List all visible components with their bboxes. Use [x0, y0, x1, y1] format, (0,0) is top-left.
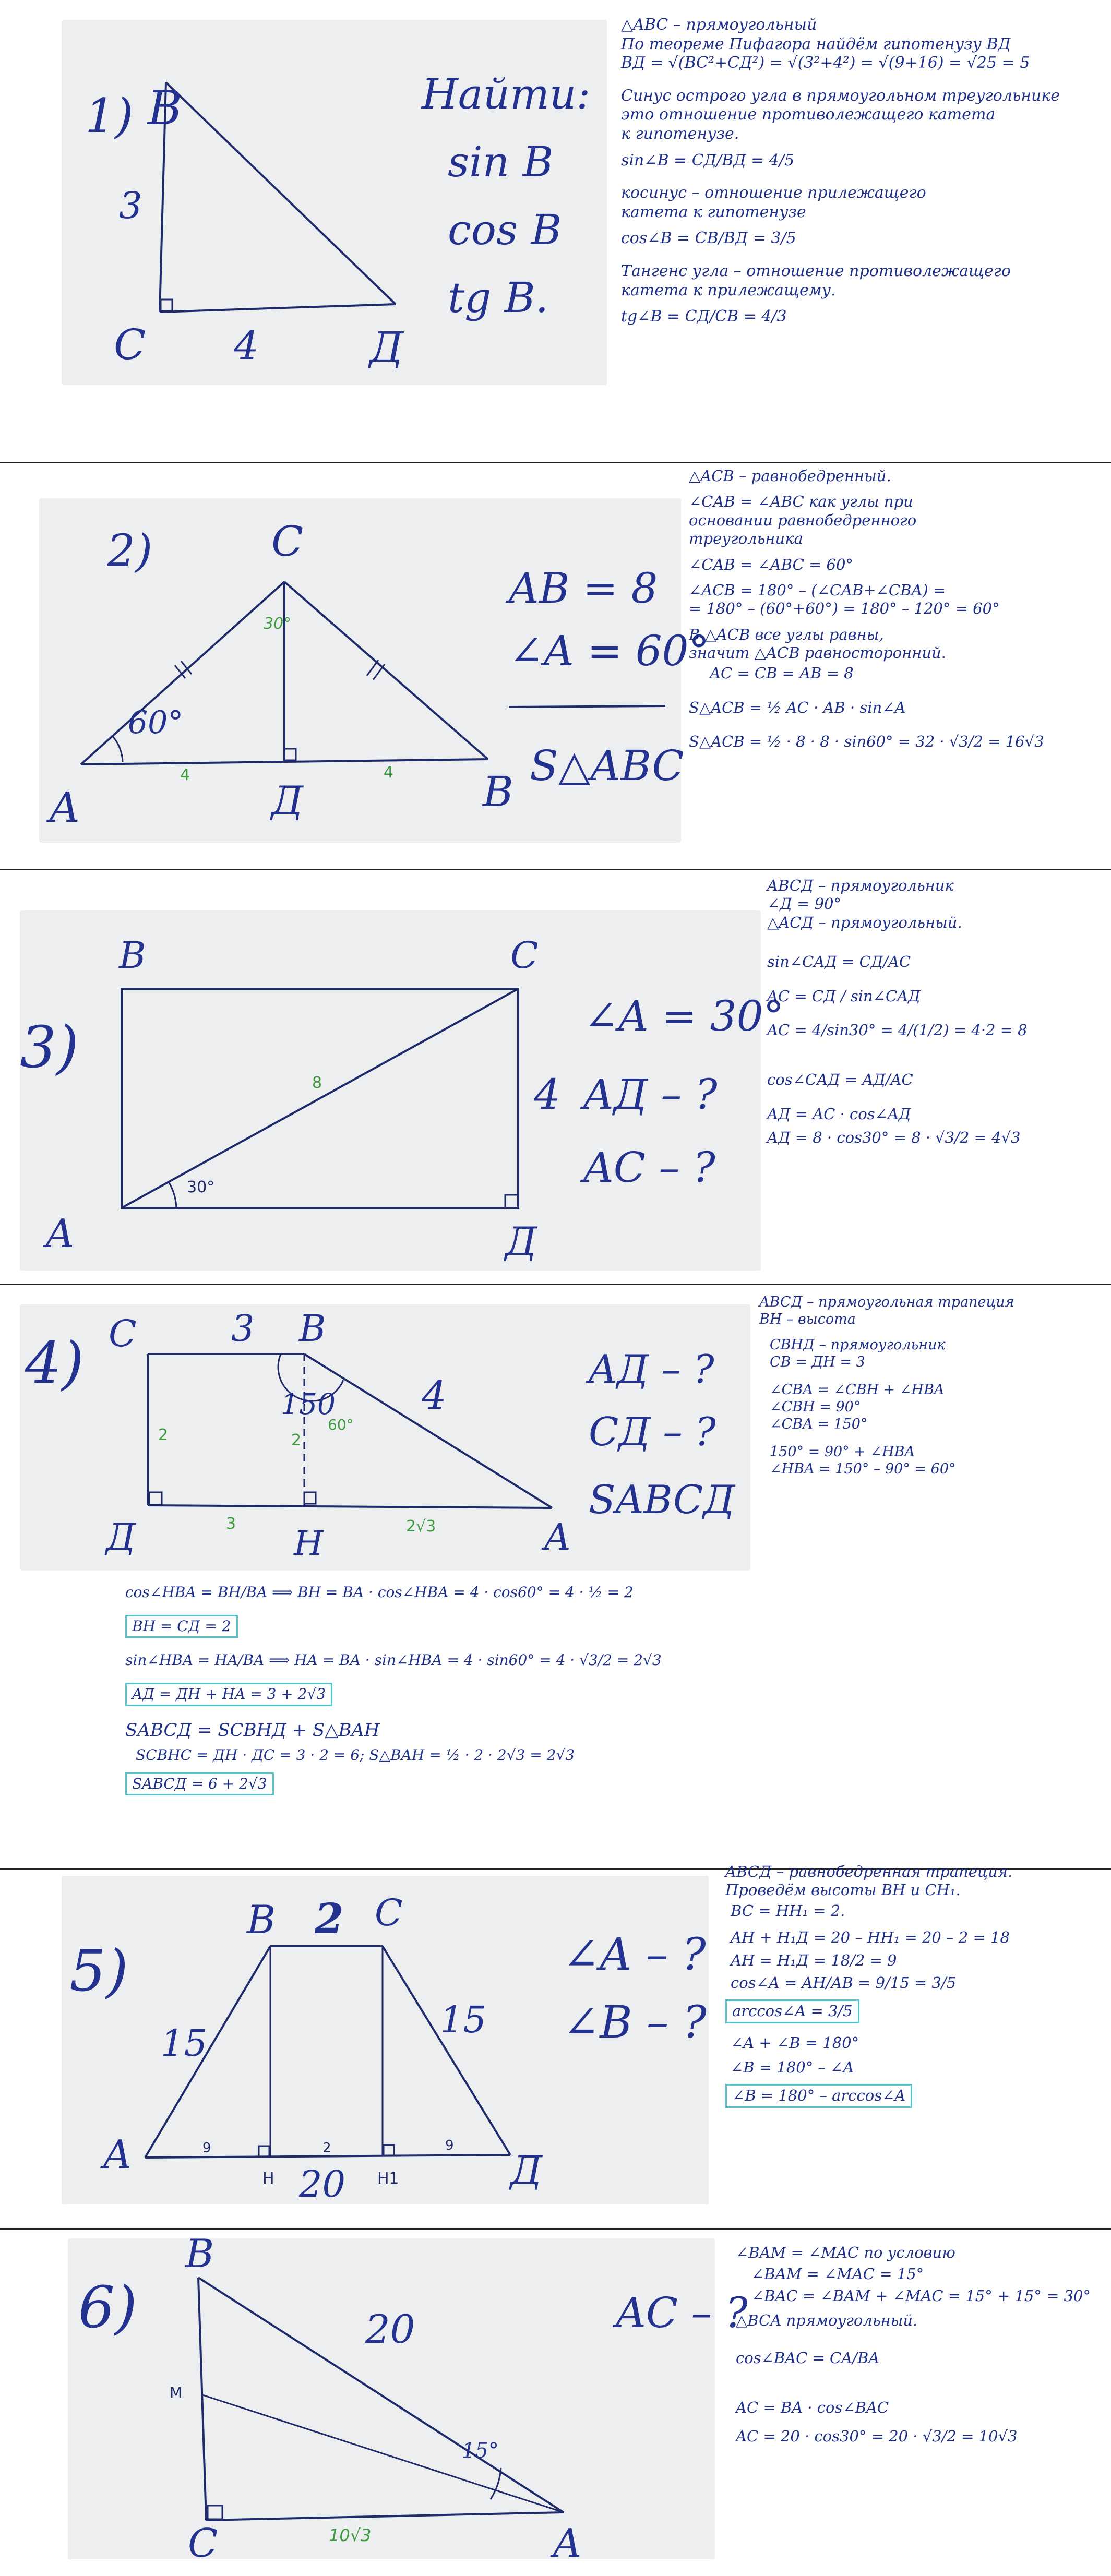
side-label-bc: 2 [315, 1894, 344, 1943]
given-angle: ∠A = 30° [583, 992, 784, 1040]
side-label-cb: 3 [231, 1307, 255, 1350]
note-line: CBHД – прямоугольник [770, 1336, 946, 1353]
foot-label-h1: H1 [377, 2170, 399, 2188]
note-line: SCBHC = ДH · ДC = 3 · 2 = 6; S△BAH = ½ · 2 · 2√3 = 2√3 [136, 1746, 575, 1764]
vertex-label-b: B [185, 2231, 214, 2277]
section-divider [0, 2228, 1111, 2230]
angle-label-150: 150 [281, 1387, 336, 1421]
note-line: BД = √(BC²+CД²) = √(3²+4²) = √(9+16) = √25 = 5 [621, 54, 1030, 73]
vertex-label-d: Д [369, 323, 404, 372]
note-line: AC = 20 · cos30° = 20 · √3/2 = 10√3 [736, 2427, 1018, 2446]
angle-label-60: 60° [328, 1416, 354, 1433]
note-line: cos∠B = CB/BД = 3/5 [621, 229, 796, 248]
note-line: катета к гипотенузе [621, 202, 806, 221]
vertex-label-h: H [294, 1524, 324, 1563]
side-label-ab: 15 [161, 2022, 208, 2065]
task-label: Найти: [422, 70, 591, 118]
segment-label-ad: 4 [180, 766, 190, 784]
solution-notes-6 [736, 2244, 1091, 2446]
note-line: ∠CBA = ∠CBH + ∠HBA [770, 1381, 945, 1398]
note-line: AД = AC · cos∠AД [767, 1105, 911, 1123]
vertex-label-c: C [109, 1312, 137, 1355]
vertex-label-d: Д [510, 2147, 542, 2193]
vertex-label-a: A [50, 783, 80, 832]
problem-number: 2) [107, 525, 153, 577]
note-line: S△ACB = ½ AC · AB · sin∠A [689, 698, 906, 716]
side-label-cd: 4 [234, 322, 259, 368]
note-line: ∠BAC = ∠BAM + ∠MAC = 15° + 15° = 30° [751, 2286, 1091, 2305]
note-line: ∠CBH = 90° [770, 1398, 861, 1415]
note-line: ∠ACB = 180° – (∠CAB+∠CBA) = [689, 581, 946, 599]
note-line: BC = HH₁ = 2. [731, 1901, 845, 1920]
side-label-ba: 20 [365, 2306, 415, 2352]
note-line: ABCД – прямоугольная трапеция [759, 1294, 1014, 1310]
vertex-label-d: Д [505, 1218, 537, 1264]
boxed-result-ad: AД = ДH + HA = 3 + 2√3 [125, 1683, 332, 1706]
note-line: sin∠HBA = HA/BA ⟹ HA = BA · sin∠HBA = 4 · sin60° = 4 · √3/2 = 2√3 [125, 1651, 662, 1669]
angle-label: 15° [462, 2439, 499, 2463]
note-line: ∠Д = 90° [767, 895, 842, 913]
segment-label-hh1: 2 [322, 2140, 331, 2156]
vertex-label-b: B [483, 768, 513, 816]
note-line: BH – высота [759, 1311, 856, 1327]
vertex-label-c: C [510, 934, 539, 977]
task-sin: sin B [448, 138, 554, 186]
segment-label-ha: 2√3 [406, 1517, 436, 1536]
task-area: SABCД [589, 1477, 735, 1523]
photo-problem-1 [62, 20, 607, 385]
height-label-bh: 2 [291, 1431, 302, 1449]
problem-number: 1) [85, 89, 134, 143]
segment-label-ah: 9 [202, 2140, 211, 2156]
note-line: косинус – отношение прилежащего [621, 184, 926, 202]
note-line: В △ACB все углы равны, [689, 625, 884, 643]
boxed-result-angle-b: ∠B = 180° – arccos∠A [725, 2084, 912, 2107]
solution-notes-2 [689, 467, 1044, 751]
note-line: ∠B = 180° – ∠A [731, 2058, 854, 2076]
side-label-bc: 3 [119, 184, 142, 227]
note-line: Тангенс угла – отношение противолежащего [621, 261, 1011, 280]
task-cos: cos B [448, 206, 562, 254]
note-line: Проведём высоты BH и CH₁. [725, 1881, 961, 1899]
vertex-label-b: B [299, 1307, 326, 1350]
problem-number: 4) [25, 1329, 84, 1396]
foot-label-h: H [262, 2170, 274, 2188]
vertex-label-b: B [247, 1897, 276, 1943]
vertex-label-b: B [119, 934, 146, 977]
vertex-label-b: B [148, 81, 183, 136]
note-line: ABCД – равнобедренная трапеция. [725, 1863, 1013, 1880]
problem-number: 5) [69, 1937, 128, 2004]
note-line: tg∠B = CД/CB = 4/3 [621, 307, 787, 326]
angle-label-c: 30° [264, 615, 292, 633]
section-divider [0, 462, 1111, 463]
side-label-ba: 4 [422, 1372, 447, 1418]
angle-label: 30° [187, 1178, 215, 1196]
boxed-result-arccos: arccos∠A = 3/5 [725, 1999, 859, 2023]
side-label-cd: 4 [534, 1070, 560, 1119]
note-line: основании равнобедренного [689, 511, 917, 529]
task-ac: AC – ? [616, 2289, 748, 2337]
given-ab: AB = 8 [509, 564, 658, 613]
note-line: AH = H₁Д = 18/2 = 9 [731, 1951, 897, 1969]
task-ad: AД – ? [583, 1070, 718, 1119]
note-line: катета к прилежащему. [621, 281, 836, 299]
note-line: AC = CД / sin∠CAД [767, 987, 921, 1005]
note-line: AC = CB = AB = 8 [710, 664, 854, 682]
segment-label-dh: 3 [226, 1515, 236, 1533]
vertex-label-a: A [103, 2131, 132, 2177]
note-line: ∠A + ∠B = 180° [731, 2033, 859, 2052]
note-line: треугольника [689, 530, 803, 548]
note-line: = 180° – (60°+60°) = 180° – 120° = 60° [689, 600, 1000, 618]
task-cd: CД – ? [589, 1409, 716, 1455]
vertex-label-d: Д [271, 777, 303, 823]
task-angle-b: ∠B – ? [563, 1997, 707, 2048]
vertex-label-a: A [46, 1211, 75, 1256]
vertex-label-c: C [375, 1891, 403, 1934]
solution-notes-4 [759, 1294, 1014, 1478]
note-line: △ABC – прямоугольный [621, 16, 817, 34]
note-line: cos∠CAД = AД/AC [767, 1071, 913, 1089]
note-line: ∠CBA = 150° [770, 1416, 868, 1432]
note-line: sin∠CAД = CД/AC [767, 953, 911, 971]
note-line: S△ACB = ½ · 8 · 8 · sin60° = 32 · √3/2 = 16√3 [689, 733, 1044, 751]
section-divider [0, 869, 1111, 870]
boxed-result-bh: BH = CД = 2 [125, 1615, 238, 1638]
solution-notes-3 [767, 877, 1028, 1147]
problem-number: 6) [78, 2274, 137, 2341]
segment-label-db: 4 [384, 763, 394, 782]
vertex-label-a: A [544, 1516, 571, 1559]
note-line: SABCД = SCBHД + S△BAH [125, 1719, 380, 1741]
note-line: Синус острого угла в прямоугольном треугольнике [621, 86, 1060, 105]
given-angle-a: ∠A = 60° [509, 627, 710, 675]
photo-problem-4 [20, 1304, 750, 1571]
note-line: △BCA прямоугольный. [736, 2311, 918, 2330]
solution-bottom-4 [125, 1584, 662, 1795]
note-line: AД = 8 · cos30° = 8 · √3/2 = 4√3 [767, 1129, 1021, 1146]
segment-label-h1d: 9 [445, 2138, 454, 2153]
note-line: AH + H₁Д = 20 – HH₁ = 20 – 2 = 18 [731, 1928, 1010, 1947]
note-line: AC = BA · cos∠BAC [736, 2398, 889, 2416]
note-line: cos∠BAC = CA/BA [736, 2349, 880, 2367]
note-line: ∠CAB = ∠ABC как углы при [689, 493, 913, 511]
vertex-label-c: C [188, 2520, 218, 2566]
note-line: ABCД – прямоугольник [767, 877, 954, 894]
note-line: AC = 4/sin30° = 4/(1/2) = 4·2 = 8 [767, 1021, 1028, 1039]
task-area: S△ABC [530, 741, 684, 790]
problem-number: 3) [20, 1014, 79, 1081]
task-ac: AC – ? [583, 1143, 715, 1192]
task-tg: tg B. [448, 273, 549, 322]
note-line: к гипотенузе. [621, 124, 739, 143]
note-line: sin∠B = CД/BД = 4/5 [621, 151, 795, 170]
note-line: ∠HBA = 150° – 90° = 60° [770, 1460, 956, 1477]
task-angle-a: ∠A – ? [563, 1929, 706, 1981]
note-line: cos∠A = AH/AB = 9/15 = 3/5 [731, 1973, 957, 1992]
note-line: △ACB – равнобедренный. [689, 467, 891, 485]
vertex-label-a: A [553, 2520, 582, 2566]
solution-notes-1 [621, 16, 1060, 327]
note-line: значит △ACB равносторонний. [689, 644, 946, 662]
note-line: △ACД – прямоугольный. [767, 913, 962, 931]
angle-label-a: 60° [128, 704, 184, 741]
photo-problem-2 [39, 498, 710, 843]
note-line: cos∠HBA = BH/BA ⟹ BH = BA · cos∠HBA = 4 · cos60° = 4 · ½ = 2 [125, 1584, 634, 1601]
note-line: ∠BAM = ∠MAC = 15° [751, 2265, 924, 2283]
note-line: CB = ДH = 3 [770, 1353, 865, 1370]
note-line: это отношение противолежащего катета [621, 105, 996, 124]
note-line: ∠CAB = ∠ABC = 60° [689, 555, 853, 573]
side-label-ad: 20 [299, 2163, 346, 2206]
section-divider [0, 1284, 1111, 1285]
side-label-cd: 2 [158, 1426, 169, 1444]
point-label-m: M [170, 2384, 183, 2401]
photo-problem-6 [68, 2231, 748, 2566]
diagonal-label: 8 [312, 1074, 322, 1092]
note-line: По теореме Пифагора найдём гипотенузу BД [621, 34, 1011, 53]
vertex-label-d: Д [106, 1516, 136, 1559]
solution-notes-5 [725, 1863, 1012, 2108]
side-label-cd: 15 [440, 1998, 487, 2041]
vertex-label-c: C [114, 320, 146, 369]
side-label-ca: 10√3 [329, 2525, 372, 2545]
note-line: ∠BAM = ∠MAC по условию [736, 2244, 955, 2261]
task-ad: AД – ? [589, 1346, 714, 1392]
photo-problem-3 [20, 910, 784, 1271]
note-line: 150° = 90° + ∠HBA [770, 1443, 915, 1460]
photo-problem-5 [62, 1876, 709, 2204]
vertex-label-c: C [271, 517, 304, 566]
boxed-result-area: SABCД = 6 + 2√3 [125, 1772, 274, 1795]
